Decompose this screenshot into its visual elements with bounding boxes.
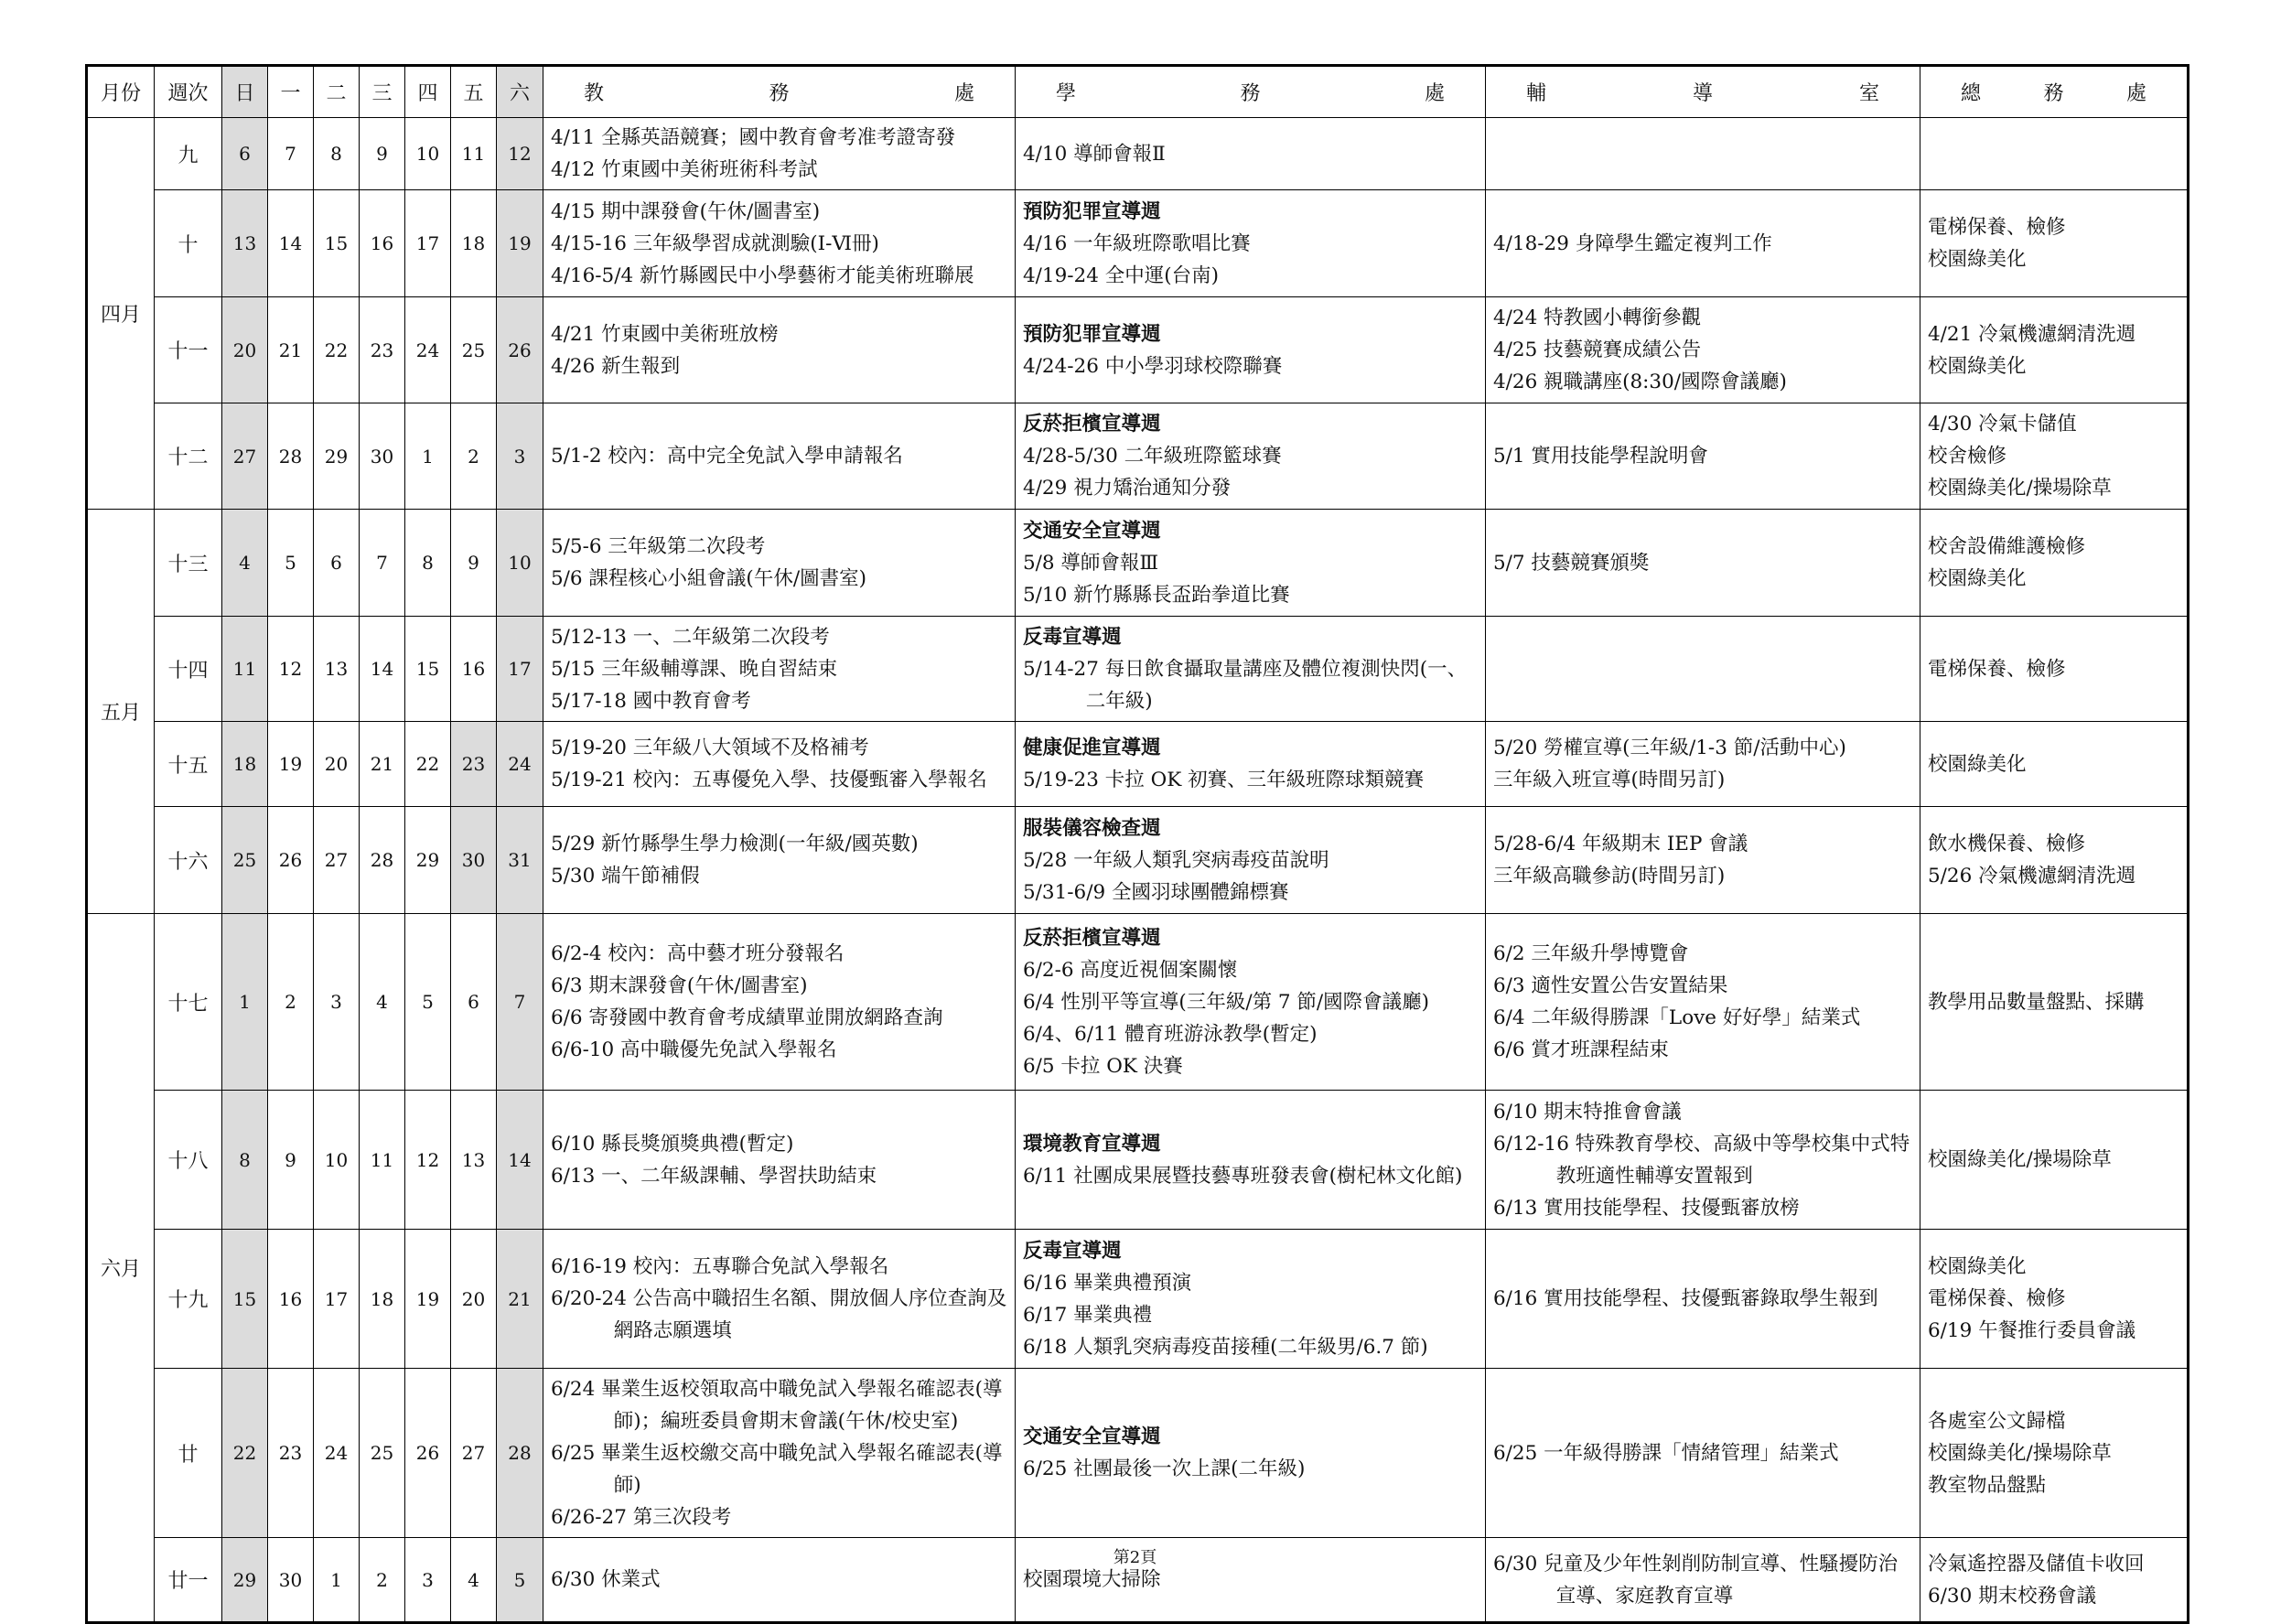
day-cell: 18 [222,722,268,807]
day-cell: 10 [405,118,451,190]
event-item: 校園綠美化 [1928,1255,2027,1278]
day-cell: 20 [314,722,360,807]
academic-affairs-cell [543,510,1016,617]
week-number: 十六 [155,807,222,914]
student-affairs-cell [1016,617,1486,722]
day-cell: 30 [268,1538,314,1623]
event-item: 4/26 新生報到 [551,354,681,378]
guidance-office-cell [1486,510,1920,617]
event-item: 6/30 期末校務會議 [1928,1584,2097,1608]
event-item: 6/10 期末特推會會議 [1493,1100,1682,1124]
day-cell: 12 [497,118,543,190]
day-cell: 20 [222,297,268,403]
week-number: 十一 [155,297,222,403]
event-item: 5/26 冷氣機濾網清洗週 [1928,865,2136,887]
guidance-office-cell [1486,1091,1920,1230]
day-cell: 31 [497,807,543,914]
general-affairs-cell [1920,403,2189,510]
event-item: 4/26 親職講座(8:30/國際會議廳) [1493,371,1787,393]
event-item: 6/6 寄發國中教育會考成績單並開放網路查詢 [551,1006,943,1029]
event-item: 6/19 午餐推行委員會議 [1928,1319,2136,1342]
day-cell: 14 [497,1091,543,1230]
event-item: 5/1 實用技能學程說明會 [1493,445,1708,468]
event-item: 電梯保養、檢修 [1928,216,2066,239]
event-item: 5/5-6 三年級第二次段考 [551,535,766,558]
day-cell: 16 [268,1230,314,1369]
day-cell: 11 [222,617,268,722]
event-item: 各處室公文歸檔 [1928,1409,2066,1433]
campaign-week-heading: 預防犯罪宣導週 [1023,199,1161,223]
general-affairs-cell [1920,1230,2189,1369]
academic-affairs-cell [543,118,1016,190]
student-affairs-cell [1016,403,1486,510]
event-item: 5/12-13 一、二年級第二次段考 [551,625,830,649]
day-cell: 8 [314,118,360,190]
calendar-body [87,118,2189,1623]
event-item: 5/10 新竹縣縣長盃跆拳道比賽 [1023,583,1290,607]
day-cell: 9 [360,118,405,190]
header-day-wed: 三 [360,66,405,118]
general-affairs-cell [1920,190,2189,297]
header-student-affairs: 學 務 處 [1016,66,1486,118]
day-cell: 7 [268,118,314,190]
header-day-thu: 四 [405,66,451,118]
guidance-office-cell [1486,403,1920,510]
guidance-office-cell [1486,914,1920,1091]
school-calendar-table [85,64,2189,1624]
day-cell: 6 [451,914,497,1091]
academic-affairs-cell [543,1230,1016,1369]
event-item: 5/14-27 每日飲食攝取量講座及體位複測快閃(一、二年級) [1023,657,1468,713]
day-cell: 9 [451,510,497,617]
event-item: 4/12 竹東國中美術班術科考試 [551,158,818,181]
day-cell: 7 [360,510,405,617]
academic-affairs-cell [543,807,1016,914]
day-cell: 28 [497,1369,543,1538]
day-cell: 26 [268,807,314,914]
event-item: 6/3 適性安置公告安置結果 [1493,974,1728,997]
day-cell: 2 [360,1538,405,1623]
week-number: 廿 [155,1369,222,1538]
event-item: 4/21 竹東國中美術班放榜 [551,322,779,346]
guidance-office-cell [1486,297,1920,403]
event-item: 校舍檢修 [1928,445,2007,468]
event-item: 6/2-4 校內：高中藝才班分發報名 [551,942,845,965]
student-affairs-cell [1016,1369,1486,1538]
day-cell: 8 [405,510,451,617]
event-item: 三年級入班宣導(時間另訂) [1493,769,1726,791]
day-cell: 17 [497,617,543,722]
week-number: 十八 [155,1091,222,1230]
general-affairs-cell [1920,1369,2189,1538]
day-cell: 4 [451,1538,497,1623]
header-general-affairs: 總 務 處 [1920,66,2189,118]
event-item: 校園綠美化 [1928,752,2027,776]
day-cell: 1 [314,1538,360,1623]
student-affairs-cell [1016,118,1486,190]
week-row [87,914,2189,1091]
month-label: 四月 [87,118,155,510]
event-item: 4/24 特教國小轉銜參觀 [1493,307,1702,329]
event-item: 5/19-20 三年級八大領域不及格補考 [551,737,869,759]
event-item: 4/28-5/30 二年級班際籃球賽 [1023,445,1282,468]
campaign-week-heading: 反毒宣導週 [1023,625,1122,649]
day-cell: 29 [314,403,360,510]
day-cell: 15 [405,617,451,722]
event-item: 電梯保養、檢修 [1928,1287,2066,1310]
academic-affairs-cell [543,297,1016,403]
day-cell: 1 [222,914,268,1091]
day-cell: 29 [405,807,451,914]
week-number: 十九 [155,1230,222,1369]
event-item: 4/16 一年級班際歌唱比賽 [1023,231,1251,255]
general-affairs-cell [1920,297,2189,403]
campaign-week-heading: 反菸拒檳宣導週 [1023,413,1161,436]
campaign-week-heading: 交通安全宣導週 [1023,1425,1161,1448]
day-cell: 30 [451,807,497,914]
event-item: 6/17 畢業典禮 [1023,1303,1153,1327]
event-item: 6/16 實用技能學程、技優甄審錄取學生報到 [1493,1287,1878,1310]
event-item: 校園綠美化 [1928,248,2027,271]
event-item: 5/28-6/4 年級期末 IEP 會議 [1493,833,1748,855]
week-number: 十五 [155,722,222,807]
general-affairs-cell [1920,807,2189,914]
day-cell: 24 [497,722,543,807]
event-item: 6/12-16 特殊教育學校、高級中等學校集中式特教班適性輔導安置報到 [1493,1132,1910,1188]
academic-affairs-cell [543,1091,1016,1230]
day-cell: 15 [314,190,360,297]
header-month: 月份 [87,66,155,118]
day-cell: 19 [405,1230,451,1369]
day-cell: 25 [222,807,268,914]
student-affairs-cell [1016,722,1486,807]
guidance-office-cell [1486,617,1920,722]
day-cell: 30 [360,403,405,510]
header-day-sun: 日 [222,66,268,118]
day-cell: 17 [314,1230,360,1369]
event-item: 5/19-23 卡拉 OK 初賽、三年級班際球類競賽 [1023,769,1425,791]
day-cell: 18 [451,190,497,297]
day-cell: 12 [405,1091,451,1230]
event-item: 5/20 勞權宣導(三年級/1-3 節/活動中心) [1493,737,1846,759]
campaign-week-heading: 反毒宣導週 [1023,1239,1122,1263]
day-cell: 4 [222,510,268,617]
event-item: 三年級高職參訪(時間另訂) [1493,865,1726,887]
event-item: 6/3 期末課發會(午休/圖書室) [551,974,808,997]
week-number: 十 [155,190,222,297]
academic-affairs-cell [543,722,1016,807]
day-cell: 10 [497,510,543,617]
day-cell: 26 [405,1369,451,1538]
week-row [87,722,2189,807]
day-cell: 4 [360,914,405,1091]
event-item: 6/25 一年級得勝課「情緒管理」結業式 [1493,1441,1839,1465]
header-academic-affairs: 教 務 處 [543,66,1016,118]
event-item: 6/18 人類乳突病毒疫苗接種(二年級男/6.7 節) [1023,1335,1428,1359]
event-item: 電梯保養、檢修 [1928,657,2066,681]
event-item: 6/4 二年級得勝課「Love 好好學」結業式 [1493,1006,1861,1029]
day-cell: 2 [268,914,314,1091]
guidance-office-cell [1486,1230,1920,1369]
general-affairs-cell [1920,914,2189,1091]
guidance-office-cell [1486,190,1920,297]
day-cell: 29 [222,1538,268,1623]
event-item: 5/28 一年級人類乳突病毒疫苗說明 [1023,848,1329,872]
day-cell: 2 [451,403,497,510]
event-item: 校園綠美化/操場除草 [1928,1148,2112,1171]
day-cell: 11 [451,118,497,190]
day-cell: 22 [405,722,451,807]
event-item: 校園綠美化/操場除草 [1928,1441,2112,1465]
event-item: 6/30 休業式 [551,1568,661,1591]
day-cell: 22 [314,297,360,403]
event-item: 4/18-29 身障學生鑑定複判工作 [1493,231,1772,255]
event-item: 6/25 社團最後一次上課(二年級) [1023,1457,1306,1480]
day-cell: 24 [314,1369,360,1538]
day-cell: 21 [360,722,405,807]
event-item: 6/2-6 高度近視個案關懷 [1023,958,1238,982]
day-cell: 21 [268,297,314,403]
month-label: 五月 [87,510,155,914]
day-cell: 13 [222,190,268,297]
academic-affairs-cell [543,617,1016,722]
general-affairs-cell [1920,118,2189,190]
day-cell: 12 [268,617,314,722]
day-cell: 25 [451,297,497,403]
day-cell: 9 [268,1091,314,1230]
header-day-tue: 二 [314,66,360,118]
day-cell: 8 [222,1091,268,1230]
event-item: 飲水機保養、檢修 [1928,833,2086,855]
day-cell: 28 [360,807,405,914]
event-item: 5/1-2 校內：高中完全免試入學申請報名 [551,445,903,468]
month-label: 六月 [87,914,155,1623]
week-row [87,1369,2189,1538]
day-cell: 6 [314,510,360,617]
event-item: 4/16-5/4 新竹縣國民中小學藝術才能美術班聯展 [551,263,974,287]
day-cell: 25 [360,1369,405,1538]
event-item: 5/8 導師會報Ⅲ [1023,551,1159,575]
day-cell: 17 [405,190,451,297]
event-item: 教室物品盤點 [1928,1473,2047,1497]
guidance-office-cell [1486,807,1920,914]
campaign-week-heading: 環境教育宣導週 [1023,1132,1161,1156]
day-cell: 16 [360,190,405,297]
day-cell: 6 [222,118,268,190]
event-item: 6/30 兒童及少年性剝削防制宣導、性騷擾防治宣導、家庭教育宣導 [1493,1552,1899,1608]
campaign-week-heading: 服裝儀容檢查週 [1023,816,1161,840]
event-item: 教學用品數量盤點、採購 [1928,990,2145,1014]
week-number: 十二 [155,403,222,510]
day-cell: 13 [314,617,360,722]
week-row [87,1091,2189,1230]
day-cell: 1 [405,403,451,510]
event-item: 6/20-24 公告高中職招生名額、開放個人序位查詢及網路志願選填 [551,1287,1007,1342]
day-cell: 3 [405,1538,451,1623]
event-item: 6/16-19 校內：五專聯合免試入學報名 [551,1255,889,1278]
event-item: 6/16 畢業典禮預演 [1023,1271,1192,1295]
general-affairs-cell [1920,1091,2189,1230]
header-day-mon: 一 [268,66,314,118]
event-item: 校園綠美化 [1928,354,2027,378]
campaign-week-heading: 反菸拒檳宣導週 [1023,926,1161,950]
header-week: 週次 [155,66,222,118]
week-row [87,190,2189,297]
day-cell: 3 [497,403,543,510]
day-cell: 11 [360,1091,405,1230]
day-cell: 28 [268,403,314,510]
general-affairs-cell [1920,510,2189,617]
student-affairs-cell [1016,1230,1486,1369]
day-cell: 5 [497,1538,543,1623]
student-affairs-cell [1016,297,1486,403]
day-cell: 3 [314,914,360,1091]
event-item: 6/25 畢業生返校繳交高中職免試入學報名確認表(導師) [551,1441,1003,1497]
event-item: 5/15 三年級輔導課、晚自習結束 [551,657,838,681]
day-cell: 19 [268,722,314,807]
day-cell: 23 [268,1369,314,1538]
event-item: 5/17-18 國中教育會考 [551,689,751,713]
event-item: 6/6-10 高中職優先免試入學報名 [551,1038,837,1061]
event-item: 6/4 性別平等宣導(三年級/第 7 節/國際會議廳) [1023,990,1430,1014]
student-affairs-cell [1016,1091,1486,1230]
event-item: 4/29 視力矯治通知分發 [1023,477,1232,500]
event-item: 校舍設備維護檢修 [1928,535,2086,558]
campaign-week-heading: 健康促進宣導週 [1023,737,1161,759]
week-row [87,297,2189,403]
event-item: 5/31-6/9 全國羽球團體錦標賽 [1023,880,1289,904]
student-affairs-cell [1016,190,1486,297]
event-item: 6/13 實用技能學程、技優甄審放榜 [1493,1196,1800,1220]
day-cell: 27 [314,807,360,914]
day-cell: 27 [451,1369,497,1538]
day-cell: 21 [497,1230,543,1369]
event-item: 冷氣遙控器及儲值卡收回 [1928,1552,2145,1576]
event-item: 4/19-24 全中運(台南) [1023,263,1220,287]
week-number: 十四 [155,617,222,722]
day-cell: 20 [451,1230,497,1369]
academic-affairs-cell [543,403,1016,510]
event-item: 4/25 技藝競賽成績公告 [1493,339,1702,361]
week-row [87,1230,2189,1369]
day-cell: 13 [451,1091,497,1230]
event-item: 6/10 縣長獎頒獎典禮(暫定) [551,1132,794,1156]
week-row [87,118,2189,190]
day-cell: 23 [451,722,497,807]
guidance-office-cell [1486,1369,1920,1538]
day-cell: 22 [222,1369,268,1538]
event-item: 5/29 新竹縣學生學力檢測(一年級/國英數) [551,833,919,855]
event-item: 4/11 全縣英語競賽；國中教育會考准考證寄發 [551,126,956,149]
week-number: 十七 [155,914,222,1091]
campaign-week-heading: 預防犯罪宣導週 [1023,322,1161,346]
event-item: 6/6 賞才班課程結束 [1493,1038,1669,1061]
week-row [87,510,2189,617]
day-cell: 15 [222,1230,268,1369]
event-item: 4/15 期中課發會(午休/圖書室) [551,199,821,223]
week-row [87,807,2189,914]
event-item: 4/30 冷氣卡儲值 [1928,413,2077,436]
student-affairs-cell [1016,510,1486,617]
academic-affairs-cell [543,190,1016,297]
event-item: 5/30 端午節補假 [551,865,700,887]
event-item: 5/7 技藝競賽頒獎 [1493,551,1650,575]
header-guidance-office: 輔 導 室 [1486,66,1920,118]
event-item: 4/10 導師會報Ⅱ [1023,142,1166,166]
day-cell: 18 [360,1230,405,1369]
event-item: 4/24-26 中小學羽球校際聯賽 [1023,354,1283,378]
day-cell: 14 [360,617,405,722]
event-item: 5/6 課程核心小組會議(午休/圖書室) [551,567,866,590]
day-cell: 27 [222,403,268,510]
academic-affairs-cell [543,1369,1016,1538]
week-number: 十三 [155,510,222,617]
day-cell: 5 [405,914,451,1091]
week-row [87,617,2189,722]
week-number: 廿一 [155,1538,222,1623]
day-cell: 14 [268,190,314,297]
day-cell: 26 [497,297,543,403]
event-item: 校園綠美化 [1928,567,2027,590]
page-number: 第2頁 [1113,1548,1157,1567]
event-item: 4/21 冷氣機濾網清洗週 [1928,322,2136,346]
event-item: 6/13 一、二年級課輔、學習扶助結束 [551,1164,877,1188]
event-item: 6/2 三年級升學博覽會 [1493,942,1689,965]
event-item: 6/5 卡拉 OK 決賽 [1023,1054,1183,1078]
campaign-week-heading: 交通安全宣導週 [1023,519,1161,543]
header-row [87,66,2189,118]
event-item: 6/11 社團成果展暨技藝專班發表會(樹杞林文化館) [1023,1164,1463,1188]
guidance-office-cell [1486,118,1920,190]
student-affairs-cell [1016,807,1486,914]
event-item: 校園環境大掃除 [1023,1568,1161,1591]
header-day-sat: 六 [497,66,543,118]
day-cell: 16 [451,617,497,722]
day-cell: 7 [497,914,543,1091]
day-cell: 24 [405,297,451,403]
header-day-fri: 五 [451,66,497,118]
general-affairs-cell [1920,722,2189,807]
week-row [87,403,2189,510]
student-affairs-cell [1016,914,1486,1091]
guidance-office-cell [1486,722,1920,807]
day-cell: 10 [314,1091,360,1230]
event-item: 6/4、6/11 體育班游泳教學(暫定) [1023,1022,1318,1046]
event-item: 4/15-16 三年級學習成就測驗(Ⅰ-Ⅵ冊) [551,231,879,255]
academic-affairs-cell [543,914,1016,1091]
day-cell: 5 [268,510,314,617]
week-number: 九 [155,118,222,190]
day-cell: 19 [497,190,543,297]
event-item: 校園綠美化/操場除草 [1928,477,2112,500]
day-cell: 23 [360,297,405,403]
event-item: 6/24 畢業生返校領取高中職免試入學報名確認表(導師)；編班委員會期末會議(午休/校史室) [551,1377,1003,1433]
event-item: 5/19-21 校內：五專優免入學、技優甄審入學報名 [551,769,987,791]
general-affairs-cell [1920,617,2189,722]
event-item: 6/26-27 第三次段考 [551,1505,732,1529]
